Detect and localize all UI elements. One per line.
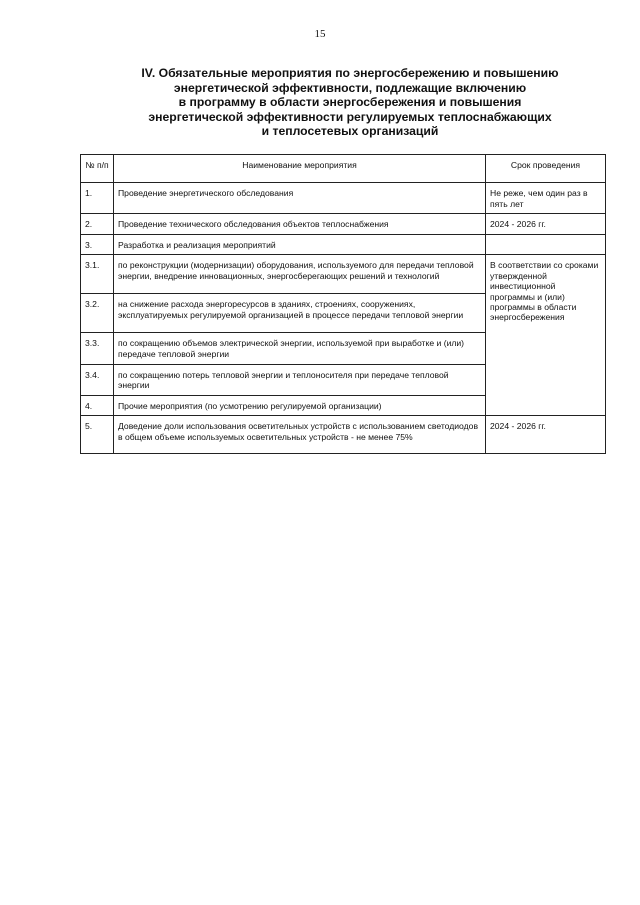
heading-line: в программу в области энергосбережения и повышения [178,95,522,110]
table-row [81,255,606,294]
row-term: Не реже, чем один раз в пять лет [486,183,606,214]
row-number: 4. [81,395,114,416]
row-number: 1. [81,183,114,214]
header-number: № п/п [81,155,114,183]
heading-line: энергетической эффективности, подлежащие включению [173,80,527,95]
table-row [81,416,606,454]
row-name: Проведение технического обследования объектов теплоснабжения [114,214,486,235]
row-name: Разработка и реализация мероприятий [114,234,486,255]
row-name: Прочие мероприятия (по усмотрению регулируемой организации) [114,395,486,416]
row-term: 2024 - 2026 гг. [486,214,606,235]
table-row [81,183,606,214]
row-number: 5. [81,416,114,454]
table-row [81,234,606,255]
row-name: Проведение энергетического обследования [114,183,486,214]
heading-line: IV. Обязательные мероприятия по энергосбережению и повышению [141,66,559,80]
row-name: по сокращению объемов электрической энергии, используемой при выработке и (или) передаче тепловой энергии [114,333,486,364]
heading-line: и теплосетевых организаций [261,124,439,139]
measures-table [80,154,606,454]
header-term: Срок проведения [486,155,606,183]
row-number: 2. [81,214,114,235]
row-number: 3. [81,234,114,255]
row-term: 2024 - 2026 гг. [486,416,606,454]
row-name: по реконструкции (модернизации) оборудования, используемого для передачи тепловой энергии, внедрение инновационных, энергосберегающих решений и технологий [114,255,486,294]
row-name: Доведение доли использования осветительных устройств с использованием светодиодов в общем объеме используемых осветительных устройств - не менее 75% [114,416,486,454]
row-term [486,234,606,255]
row-number: 3.1. [81,255,114,294]
table-row [81,214,606,235]
row-name: по сокращению потерь тепловой энергии и теплоносителя при передаче тепловой энергии [114,364,486,395]
page-number: 15 [314,28,326,40]
row-number: 3.3. [81,333,114,364]
header-name: Наименование мероприятия [114,155,486,183]
section-heading [100,66,600,139]
row-number: 3.2. [81,294,114,333]
row-name: на снижение расхода энергоресурсов в зданиях, строениях, сооружениях, эксплуатируемых регулируемой организацией в процессе передачи тепловой энергии [114,294,486,333]
row-number: 3.4. [81,364,114,395]
merged-term-cell: В соответствии со сроками утвержденной инвестиционной программы и (или) программы в области энергосбережения [486,255,606,416]
table-header-row [81,155,606,183]
heading-line: энергетической эффективности регулируемых теплоснабжающих [148,109,552,124]
